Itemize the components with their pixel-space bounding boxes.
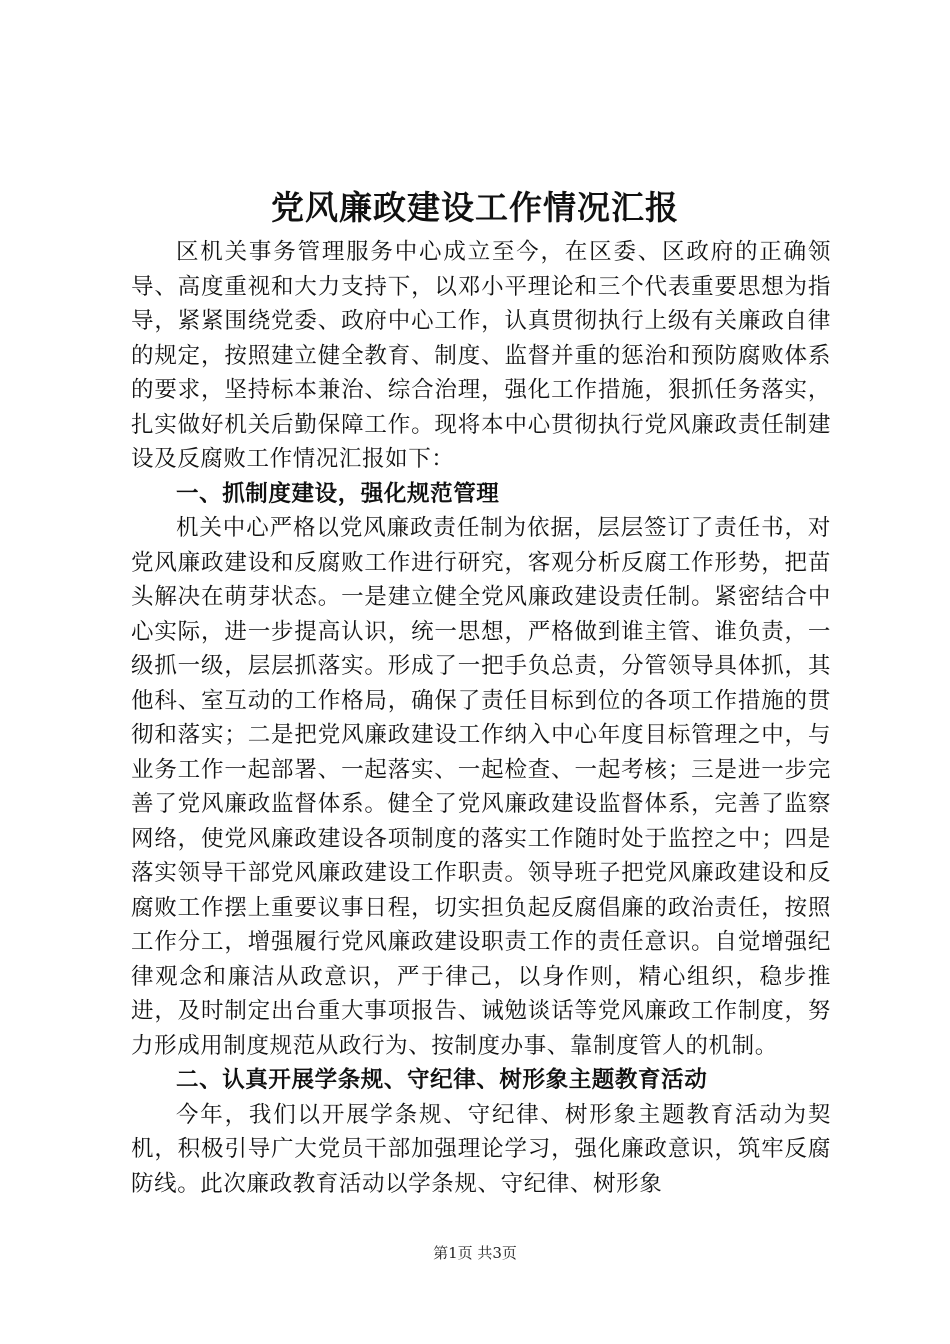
- section-heading-1: 一、抓制度建设，强化规范管理: [176, 480, 500, 507]
- section-paragraph-2: 今年，我们以开展学条规、守纪律、树形象主题教育活动为契机，积极引导广大党员干部加强理论学习，强化廉政意识，筑牢反腐防线。此次廉政教育活动以学条规、守纪律、树形象: [131, 1101, 831, 1197]
- document-body: [131, 235, 831, 1201]
- section-paragraph-1: 机关中心严格以党风廉政责任制为依据，层层签订了责任书，对党风廉政建设和反腐败工作进行研究，客观分析反腐工作形势，把苗头解决在萌芽状态。一是建立健全党风廉政建设责任制。紧密结合中心实际，进一步提高认识，统一思想，严格做到谁主管、谁负责，一级抓一级，层层抓落实。形成了一把手负总责，分管领导具体抓，其他科、室互动的工作格局，确保了责任目标到位的各项工作措施的贯彻和落实；二是把党风廉政建设工作纳入中心年度目标管理之中，与业务工作一起部署、一起落实、一起检查、一起考核；三是进一步完善了党风廉政监督体系。健全了党风廉政建设监督体系，完善了监察网络，使党风廉政建设各项制度的落实工作随时处于监控之中；四是落实领导干部党风廉政建设工作职责。领导班子把党风廉政建设和反腐败工作摆上重要议事日程，切实担负起反腐倡廉的政治责任，按照工作分工，增强履行党风廉政建设职责工作的责任意识。自觉增强纪律观念和廉洁从政意识，严于律己，以身作则，精心组织，稳步推进，及时制定出台重大事项报告、诫勉谈话等党风廉政工作制度，努力形成用制度规范从政行为、按制度办事、靠制度管人的机制。: [131, 515, 831, 1059]
- intro-paragraph: 区机关事务管理服务中心成立至今，在区委、区政府的正确领导、高度重视和大力支持下，以邓小平理论和三个代表重要思想为指导，紧紧围绕党委、政府中心工作，认真贯彻执行上级有关廉政自律的规定，按照建立健全教育、制度、监督并重的惩治和预防腐败体系的要求，坚持标本兼治、综合治理，强化工作措施，狠抓任务落实，扎实做好机关后勤保障工作。现将本中心贯彻执行党风廉政责任制建设及反腐败工作情况汇报如下：: [131, 239, 831, 472]
- document-title: 党风廉政建设工作情况汇报: [271, 188, 679, 227]
- section-heading-2: 二、认真开展学条规、守纪律、树形象主题教育活动: [176, 1067, 708, 1093]
- page-number-footer: 第1页 共3页: [433, 1244, 517, 1262]
